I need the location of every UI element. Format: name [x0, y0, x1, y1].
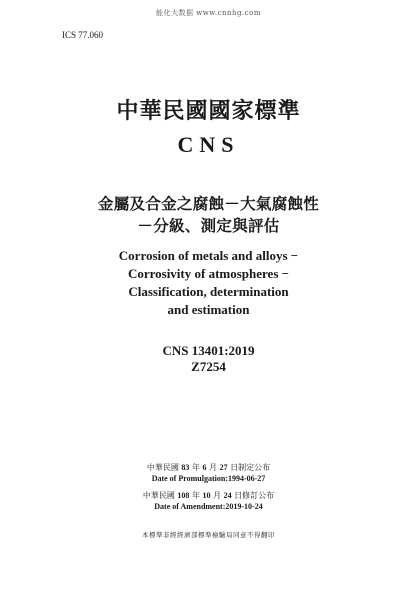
cns-mark: CNS [177, 132, 240, 157]
title-en-line-3: Classification, determination [128, 284, 289, 299]
title-en-line-2: Corrosivity of atmospheres − [127, 266, 290, 281]
amendment-date-zh [0, 490, 417, 501]
promulgation-suffix: 日制定公布 [230, 463, 271, 472]
standard-name-zh: 中華民國國家標準 [116, 98, 301, 124]
promulgation-year-unit: 年 [191, 463, 200, 472]
title-zh-line-1: 金屬及合金之腐蝕－大氣腐蝕性 [97, 194, 320, 213]
standard-number: CNS 13401:2019 [162, 343, 255, 358]
promulgation-month: 6 [202, 463, 207, 472]
promulgation-prefix: 中華民國 [146, 463, 179, 472]
amendment-year-unit: 年 [191, 491, 200, 500]
ics-code: ICS 77.060 [62, 30, 104, 40]
promulgation-month-unit: 月 [209, 463, 218, 472]
copyright-notice: 本標準非經經濟部標準檢驗局同意不得翻印 [142, 531, 275, 539]
amendment-month: 10 [202, 491, 211, 500]
promulgation-date-zh [0, 462, 417, 473]
promulgation-day: 27 [219, 463, 228, 472]
watermark-text: 能化大数据 www.cnnhg.com [155, 9, 262, 17]
title-zh-line-2: －分級、測定與評估 [137, 216, 280, 235]
promulgation-year: 83 [181, 463, 190, 472]
amendment-prefix: 中華民國 [142, 491, 175, 500]
amendment-day: 24 [223, 491, 232, 500]
standard-code: Z7254 [191, 359, 226, 374]
promulgation-date-en: Date of Promulgation:1994-06-27 [151, 474, 266, 483]
title-en-line-4: and estimation [167, 302, 250, 317]
amendment-suffix: 日修訂公布 [234, 491, 275, 500]
amendment-year: 108 [177, 491, 190, 500]
amendment-date-en: Date of Amendment:2019-10-24 [154, 502, 263, 511]
amendment-month-unit: 月 [213, 491, 222, 500]
title-en-line-1: Corrosion of metals and alloys − [118, 248, 299, 263]
